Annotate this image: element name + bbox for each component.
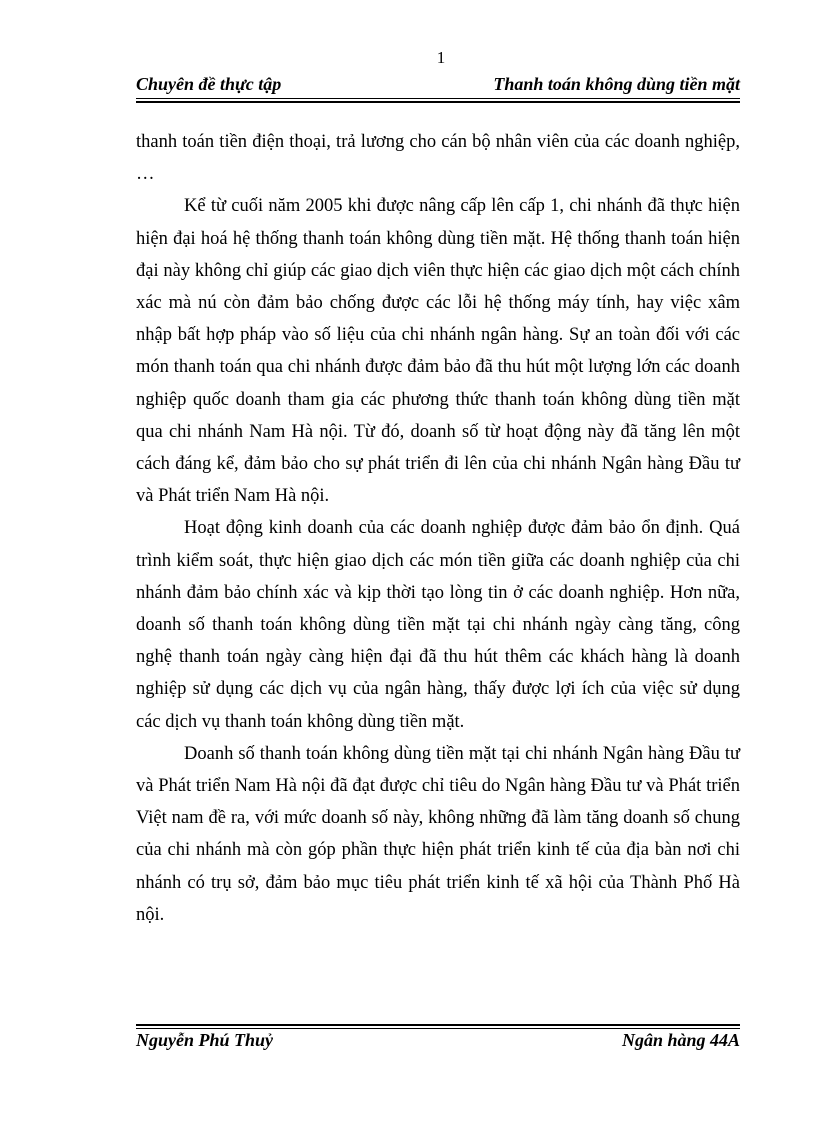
footer-author: Nguyễn Phú Thuỷ [136,1030,274,1050]
page-footer [136,1030,740,1054]
header-title-right: Thanh toán không dùng tiền mặt [493,74,740,94]
paragraph: Doanh số thanh toán không dùng tiền mặt tại chi nhánh Ngân hàng Đầu tư và Phát triển Nam Hà nội đã đạt được chỉ tiêu do Ngân hàng Đầu tư và Phát triển Việt nam đề ra, với mức doanh số này, không những đã làm tăng doanh số chung của chi nhánh mà còn góp phần thực hiện phát triển kinh tế của địa bàn nơi chi nhánh có trụ sở, đảm bảo mục tiêu phát triển kinh tế xã hội của Thành Phố Hà nội. [136,743,740,925]
header-title-left: Chuyên đề thực tập [136,74,282,94]
paragraph-continuation: thanh toán tiền điện thoại, trả lương cho cán bộ nhân viên của các doanh nghiệp, … [136,132,740,185]
header-rule-thick [136,101,740,103]
footer-rule-thick [136,1024,740,1026]
page-number: 1 [436,48,446,67]
paragraph: Kể từ cuối năm 2005 khi được nâng cấp lên cấp 1, chi nhánh đã thực hiện hiện đại hoá hệ thống thanh toán không dùng tiền mặt. Hệ thống thanh toán hiện đại này không chỉ giúp các giao dịch viên thực hiện các giao dịch một cách chính xác mà nú còn đảm bảo chống được các lỗi hệ thống máy tính, hay việc xâm nhập bất hợp pháp vào số liệu của chi nhánh ngân hàng. Sự an toàn đối với các món thanh toán qua chi nhánh được đảm bảo đã thu hút một lượng lớn các doanh nghiệp quốc doanh tham gia các phương thức thanh toán không dùng tiền mặt qua chi nhánh Nam Hà nội. Từ đó, doanh số từ hoạt động này đã tăng lên một cách đáng kể, đảm bảo cho sự phát triển đi lên của chi nhánh Ngân hàng Đầu tư và Phát triển Nam Hà nội. [136,196,740,507]
document-body [136,126,740,931]
paragraph: Hoạt động kinh doanh của các doanh nghiệp được đảm bảo ổn định. Quá trình kiểm soát, thực hiện giao dịch các món tiền giữa các doanh nghiệp của chi nhánh đảm bảo chính xác và kịp thời tạo lòng tin ở các doanh nghiệp. Hơn nữa, doanh số thanh toán không dùng tiền mặt tại chi nhánh ngày càng tăng, công nghệ thanh toán ngày càng hiện đại đã thu hút thêm các khách hàng là doanh nghiệp sử dụng các dịch vụ của ngân hàng, thấy được lợi ích của việc sử dụng các dịch vụ thanh toán không dùng tiền mặt. [136,518,740,732]
footer-rule-thin [136,1028,740,1029]
page-header [136,74,740,98]
footer-class: Ngân hàng 44A [621,1030,740,1050]
header-rule-thin [136,98,740,99]
